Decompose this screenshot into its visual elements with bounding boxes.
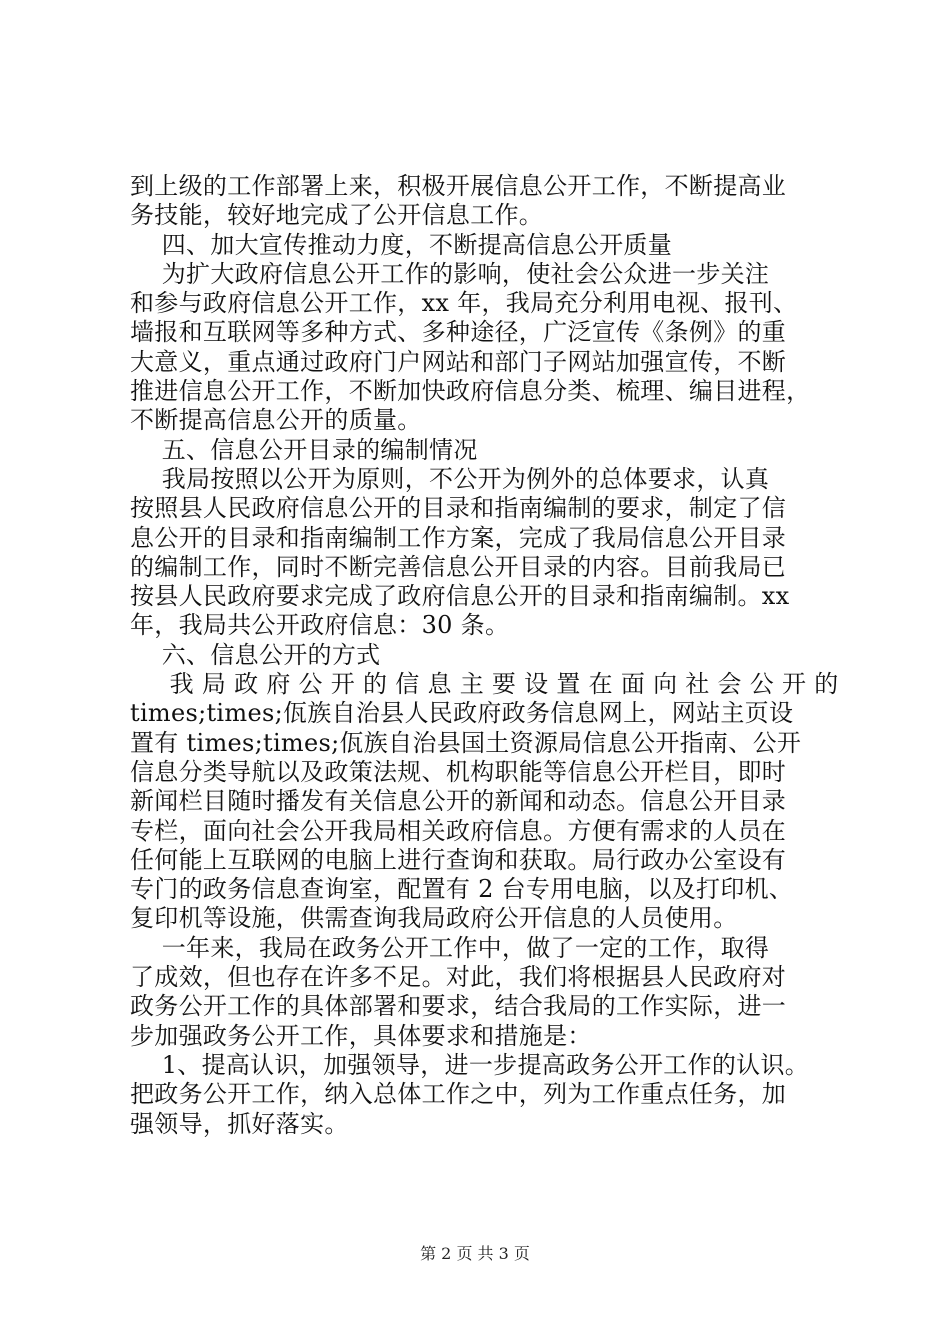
text-line: 专门的政务信息查询室，配置有 2 台专用电脑，以及打印机、 (130, 875, 794, 904)
text-line: 步加强政务公开工作，具体要求和措施是： (130, 1021, 592, 1050)
section-heading: 四、加大宣传推动力度，不断提高信息公开质量 (130, 230, 673, 259)
text-line: 的编制工作，同时不断完善信息公开目录的内容。目前我局已 (130, 552, 787, 581)
document-body (130, 172, 839, 1139)
text-line: 信息分类导航以及政策法规、机构职能等信息公开栏目，即时 (130, 757, 787, 786)
section-heading: 五、信息公开目录的编制情况 (130, 435, 478, 464)
text-line: 我 局 政 府 公 开 的 信 息 主 要 设 置 在 面 向 社 会 公 开 的 (130, 670, 839, 699)
text-line: 按照县人民政府信息公开的目录和指南编制的要求，制定了信 (130, 494, 787, 523)
text-line: 强领导，抓好落实。 (130, 1109, 349, 1138)
text-line: 1、提高认识，加强领导，进一步提高政务公开工作的认识。 (130, 1050, 810, 1079)
page-number-footer: 第 2 页 共 3 页 (420, 1244, 530, 1263)
text-line: 息公开的目录和指南编制工作方案，完成了我局信息公开目录 (130, 523, 787, 552)
text-line: 年，我局共公开政府信息：30 条。 (130, 611, 510, 640)
text-line: 复印机等设施，供需查询我局政府公开信息的人员使用。 (130, 904, 738, 933)
text-line: 了成效，但也存在许多不足。对此，我们将根据县人民政府对 (130, 963, 787, 992)
text-line: 新闻栏目随时播发有关信息公开的新闻和动态。信息公开目录 (130, 787, 787, 816)
text-line: 为扩大政府信息公开工作的影响，使社会公众进一步关注 (130, 259, 770, 288)
text-line: 任何能上互联网的电脑上进行查询和获取。局行政办公室设有 (130, 845, 787, 874)
text-line: 和参与政府信息公开工作，xx 年，我局充分利用电视、报刊、 (130, 289, 798, 318)
text-line: 把政务公开工作，纳入总体工作之中，列为工作重点任务，加 (130, 1080, 787, 1109)
text-line: 大意义，重点通过政府门户网站和部门子网站加强宣传，不断 (130, 347, 787, 376)
text-line: 到上级的工作部署上来，积极开展信息公开工作，不断提高业 (130, 172, 787, 200)
text-line: times;times;佤族自治县人民政府政务信息网上，网站主页设 (130, 699, 794, 728)
text-line: 专栏，面向社会公开我局相关政府信息。方便有需求的人员在 (130, 816, 787, 845)
text-line: 按县人民政府要求完成了政府信息公开的目录和指南编制。xx (130, 582, 790, 611)
text-line: 墙报和互联网等多种方式、多种途径，广泛宣传《条例》的重 (130, 318, 787, 347)
text-line: 我局按照以公开为原则，不公开为例外的总体要求，认真 (130, 464, 770, 493)
text-line: 不断提高信息公开的质量。 (130, 406, 422, 435)
text-line: 务技能，较好地完成了公开信息工作。 (130, 201, 544, 230)
text-line: 一年来，我局在政务公开工作中，做了一定的工作，取得 (130, 933, 770, 962)
text-line: 政务公开工作的具体部署和要求，结合我局的工作实际，进一 (130, 992, 787, 1021)
text-line: 推进信息公开工作，不断加快政府信息分类、梳理、编目进程， (130, 377, 811, 406)
section-heading: 六、信息公开的方式 (130, 640, 381, 669)
text-line: 置有 times;times;佤族自治县国土资源局信息公开指南、公开 (130, 728, 802, 757)
